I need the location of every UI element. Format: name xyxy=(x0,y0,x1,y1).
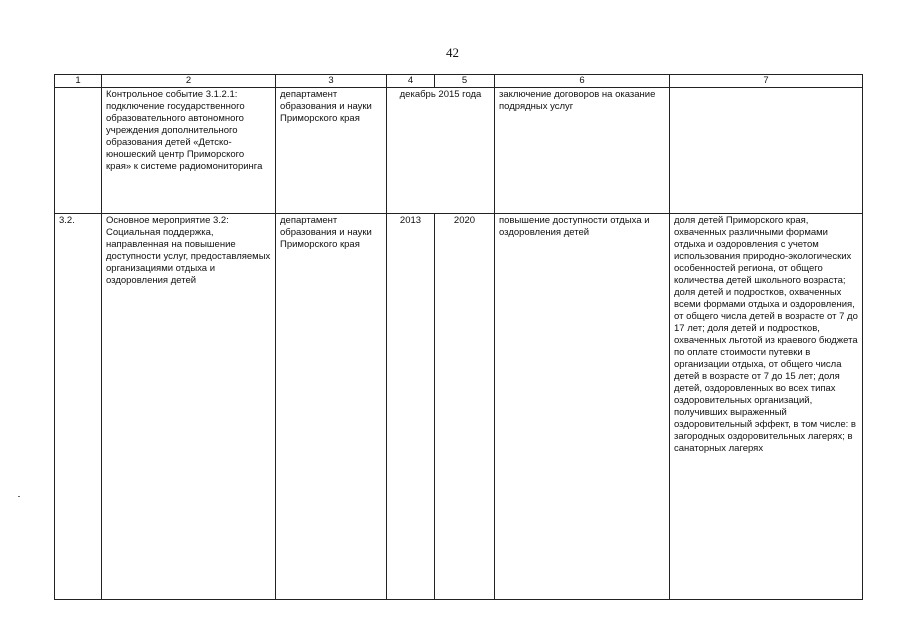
column-number: 2 xyxy=(102,75,276,88)
item-number-cell: 3.2. xyxy=(55,214,102,600)
executor-cell: департамент образования и науки Приморского края xyxy=(276,88,387,214)
item-name-cell: Контрольное событие 3.1.2.1: подключение государственного образовательного автономного учреждения дополнительного образования детей «Детско-юношеский центр Приморского края» к системе радиомониторинга xyxy=(102,88,276,214)
scan-artifact xyxy=(18,496,20,497)
expected-result-cell: заключение договоров на оказание подрядных услуг xyxy=(495,88,670,214)
indicators-cell: доля детей Приморского края, охваченных различными формами отдыха и оздоровления с учетом использования природно-экологических особенностей региона, от общего количества детей школьного возраста; доля детей и подростков, охваченных всеми формами отдыха и оздоровления, от общего числа детей в возрасте от 7 до 17 лет; доля детей и подростков, охваченных льготой из краевого бюджета по оплате стоимости путевки в организации отдыха, от общего числа детей в возрасте от 7 до 15 лет; доля детей, оздоровленных во всех типах оздоровительных организаций, получивших выраженный оздоровительный эффект, в том числе: в загородных оздоровительных лагерях; в санаторных лагерях xyxy=(670,214,863,600)
column-number: 1 xyxy=(55,75,102,88)
table-row xyxy=(55,88,863,214)
page-number: 42 xyxy=(446,45,459,60)
item-number-cell xyxy=(55,88,102,214)
column-number-row xyxy=(55,75,863,88)
column-number: 7 xyxy=(670,75,863,88)
column-number: 5 xyxy=(435,75,495,88)
table-row xyxy=(55,214,863,600)
item-name-cell: Основное мероприятие 3.2: Социальная поддержка, направленная на повышение доступности услуг, предоставляемых организациями отдыха и оздоровления детей xyxy=(102,214,276,600)
column-number: 4 xyxy=(387,75,435,88)
end-year-cell: 2020 xyxy=(435,214,495,600)
period-cell: декабрь 2015 года xyxy=(387,88,495,214)
program-table xyxy=(54,74,863,600)
executor-cell: департамент образования и науки Приморского края xyxy=(276,214,387,600)
indicators-cell xyxy=(670,88,863,214)
start-year-cell: 2013 xyxy=(387,214,435,600)
column-number: 6 xyxy=(495,75,670,88)
expected-result-cell: повышение доступности отдыха и оздоровления детей xyxy=(495,214,670,600)
column-number: 3 xyxy=(276,75,387,88)
